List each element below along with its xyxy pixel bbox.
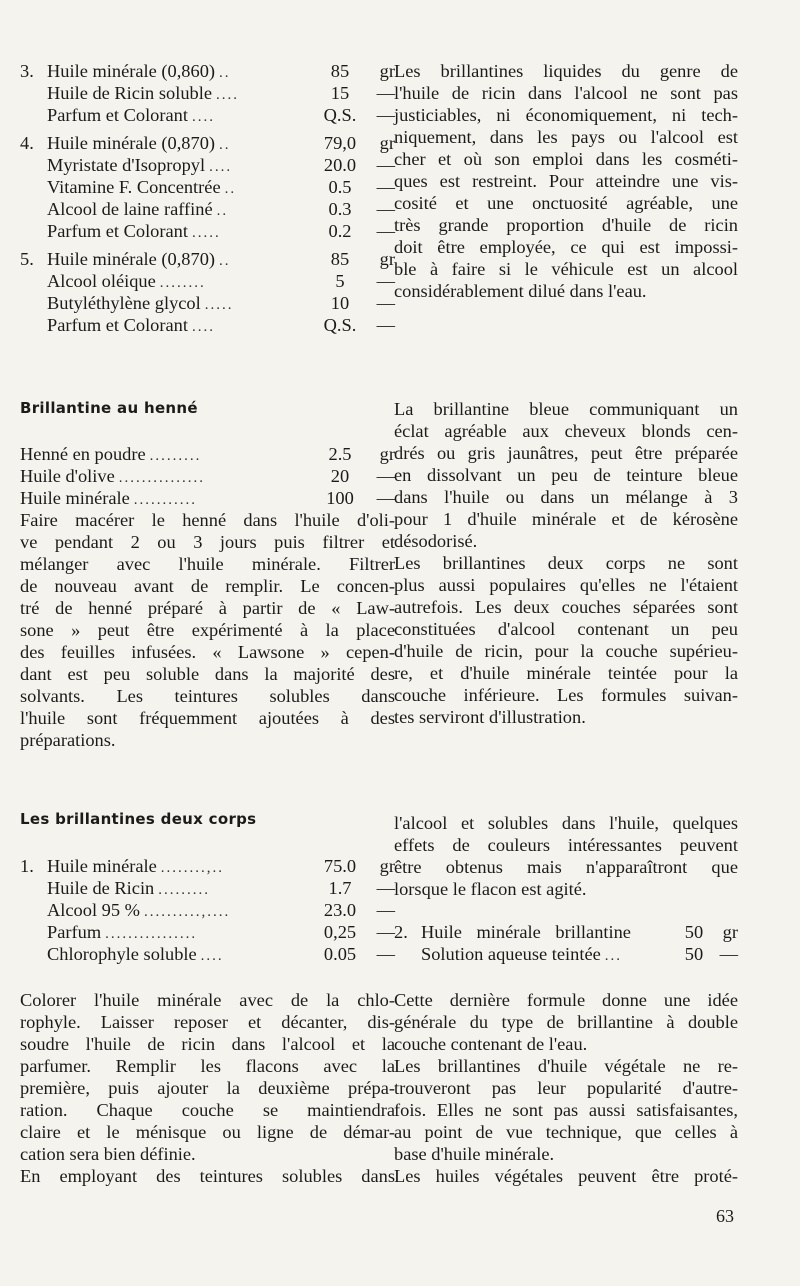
formula-line: [20, 154, 395, 178]
ingredient-name: Huile minérale brillantine: [421, 922, 631, 942]
section-heading: Les brillantines deux corps: [20, 810, 257, 828]
ingredient-unit: gr: [379, 61, 395, 81]
dot-leader: ................: [105, 926, 198, 942]
ingredient-name: Vitamine F. Concentrée: [47, 177, 221, 197]
formula-line: [20, 270, 395, 294]
ingredient-unit: gr: [379, 856, 395, 876]
text-line: Les brillantines liquides du genre de: [394, 61, 738, 81]
ingredient-name: Parfum et Colorant: [47, 315, 188, 335]
text-line: pour 1 d'huile minérale et de kérosène: [394, 509, 738, 529]
text-line: rophyle. Laisser reposer et décanter, dis-: [20, 1012, 395, 1032]
text-line: de nouveau avant de remplir. Le concen-: [20, 576, 395, 596]
ingredient-name: Huile minérale (0,870): [47, 133, 216, 153]
ingredient-qty: Q.S.: [323, 315, 357, 335]
text-line: sone » peut être expérimenté à la place: [20, 620, 395, 640]
ingredient-unit: —: [376, 221, 395, 241]
ingredient-qty: 10: [330, 293, 350, 313]
text-line: Les brillantines d'huile végétale ne re-: [394, 1056, 738, 1076]
text-line: ve pendant 2 ou 3 jours puis filtrer et: [20, 532, 395, 552]
text-line: solvants. Les teintures solubles dans: [20, 686, 395, 706]
text-line: en dissolvant un peu de teinture bleue: [394, 465, 738, 485]
ingredient-unit: —: [376, 944, 395, 964]
formula-line: [394, 943, 738, 967]
dot-leader: .....: [204, 297, 234, 313]
formula-line: [20, 220, 395, 244]
formula-number: 4.: [20, 133, 34, 153]
ingredient-name: Huile d'olive: [20, 466, 115, 486]
formula-line: [20, 487, 395, 511]
formula-number: 5.: [20, 249, 34, 269]
text-line: constituées d'alcool contenant un peu: [394, 619, 738, 639]
ingredient-name: Henné en poudre: [20, 444, 146, 464]
dot-leader: ..: [219, 253, 231, 269]
text-line: mélanger avec l'huile minérale. Filtrer: [20, 554, 395, 574]
ingredient-qty: 1.7: [328, 878, 352, 898]
ingredient-unit: gr: [379, 249, 395, 269]
formula-line: [20, 104, 395, 128]
ingredient-unit: gr: [722, 922, 738, 942]
text-line: désodorisé.: [394, 531, 478, 551]
ingredient-name: Butyléthylène glycol: [47, 293, 201, 313]
ingredient-unit: —: [376, 199, 395, 219]
dot-leader: ..: [219, 65, 231, 81]
formula-line: [20, 292, 395, 316]
dot-leader: ........,..: [160, 860, 225, 876]
text-line: re, et d'huile minérale teintée pour la: [394, 663, 738, 683]
ingredient-unit: —: [376, 466, 395, 486]
formula-line: [20, 943, 395, 967]
text-line: être obtenus mais n'apparaîtront que: [394, 857, 738, 877]
text-line: Les brillantines deux corps ne sont: [394, 553, 738, 573]
dot-leader: ....: [191, 109, 215, 125]
text-line: cosité et une onctuosité agréable, une: [394, 193, 738, 213]
ingredient-name: Parfum et Colorant: [47, 105, 188, 125]
formula-line: [20, 314, 395, 338]
text-line: première, puis ajouter la deuxième prépa-: [20, 1078, 395, 1098]
text-line: justiciables, ni économiquement, ni tech-: [394, 105, 738, 125]
text-line: doit être employée, ce qui est impossi-: [394, 237, 738, 257]
ingredient-qty: 79,0: [323, 133, 357, 153]
page-number: 63: [716, 1206, 734, 1226]
formula-number: 3.: [20, 61, 34, 81]
text-line: soudre l'huile de ricin dans l'alcool et la: [20, 1034, 395, 1054]
ingredient-qty: 20.0: [323, 155, 357, 175]
ingredient-name: Alcool 95 %: [47, 900, 140, 920]
ingredient-qty: 0.5: [328, 177, 352, 197]
ingredient-qty: 2.5: [328, 444, 352, 464]
formula-line: [20, 60, 395, 84]
text-line: En employant des teintures solubles dans: [20, 1166, 395, 1186]
ingredient-name: Chlorophyle soluble: [47, 944, 197, 964]
formula-line: [20, 443, 395, 467]
dot-leader: ..: [216, 203, 229, 219]
ingredient-name: Huile minérale: [47, 856, 157, 876]
text-line: l'huile sont fréquemment ajoutées à des: [20, 708, 395, 728]
ingredient-name: Parfum et Colorant: [47, 221, 188, 241]
text-line: niquement, dans les pays ou l'alcool est: [394, 127, 738, 147]
text-line: parfumer. Remplir les flacons avec la: [20, 1056, 395, 1076]
text-line: cation sera bien définie.: [20, 1144, 196, 1164]
ingredient-qty: 100: [326, 488, 354, 508]
dot-leader: .....: [191, 225, 221, 241]
formula-line: [20, 132, 395, 156]
ingredient-name: Huile minérale (0,870): [47, 249, 216, 269]
ingredient-name: Parfum: [47, 922, 102, 942]
text-line: La brillantine bleue communiquant un: [394, 399, 738, 419]
ingredient-unit: gr: [379, 133, 395, 153]
dot-leader: .........: [149, 448, 202, 464]
text-line: des feuilles infusées. « Lawsone » cepen-: [20, 642, 395, 662]
ingredient-name: Alcool de laine raffiné: [47, 199, 213, 219]
text-line: lorsque le flacon est agité.: [394, 879, 587, 899]
ingredient-qty: 23.0: [323, 900, 357, 920]
text-line: effets de couleurs intéressantes peuvent: [394, 835, 738, 855]
text-line: cher et où son emploi dans les cosméti-: [394, 149, 738, 169]
formula-line: [20, 899, 395, 923]
text-line: couche contenant de l'eau.: [394, 1034, 588, 1054]
text-line: autrefois. Les deux couches séparées sont: [394, 597, 738, 617]
ingredient-unit: —: [376, 878, 395, 898]
text-line: Cette dernière formule donne une idée: [394, 990, 738, 1010]
ingredient-unit: —: [719, 944, 738, 964]
ingredient-qty: 0,25: [323, 922, 357, 942]
dot-leader: ..........,....: [143, 904, 231, 920]
text-line: d'huile de ricin, pour la couche supérieu-: [394, 641, 738, 661]
ingredient-name: Alcool oléique: [47, 271, 156, 291]
formula-line: [20, 465, 395, 489]
text-line: au point de vue technique, que celles à: [394, 1122, 738, 1142]
text-line: base d'huile minérale.: [394, 1144, 555, 1164]
text-line: plus aussi populaires qu'elles ne l'étaient: [394, 575, 738, 595]
ingredient-name: Huile minérale: [20, 488, 130, 508]
ingredient-name: Huile de Ricin: [47, 878, 155, 898]
formula-line: [394, 921, 738, 943]
ingredient-qty: 5: [335, 271, 345, 291]
text-line: éclat agréable aux cheveux blonds cen-: [394, 421, 738, 441]
text-line: très grande proportion d'huile de ricin: [394, 215, 738, 235]
ingredient-unit: —: [376, 271, 395, 291]
formula-number: 1.: [20, 856, 34, 876]
dot-leader: ...: [604, 948, 623, 964]
dot-leader: ....: [191, 319, 215, 335]
formula-line: [20, 198, 395, 222]
formula-number: 2.: [394, 922, 408, 942]
text-line: Faire macérer le henné dans l'huile d'oli-: [20, 510, 395, 530]
text-line: préparations.: [20, 730, 116, 750]
ingredient-name: Solution aqueuse teintée: [421, 944, 601, 964]
ingredient-unit: —: [376, 922, 395, 942]
text-line: tes serviront d'illustration.: [394, 707, 586, 727]
text-line: dant est peu soluble dans la majorité des: [20, 664, 395, 684]
ingredient-name: Myristate d'Isopropyl: [47, 155, 206, 175]
text-line: l'alcool et solubles dans l'huile, quelques: [394, 813, 738, 833]
text-line: ration. Chaque couche se maintiendra: [20, 1100, 395, 1120]
formula-line: [20, 82, 395, 106]
ingredient-unit: —: [376, 900, 395, 920]
text-line: tré de henné préparé à partir de « Law-: [20, 598, 395, 618]
dot-leader: ..: [224, 181, 237, 197]
ingredient-qty: 85: [330, 61, 350, 81]
dot-leader: ....: [200, 948, 224, 964]
ingredient-unit: —: [376, 83, 395, 103]
text-line: Colorer l'huile minérale avec de la chlo-: [20, 990, 395, 1010]
text-line: couche inférieure. Les formules suivan-: [394, 685, 738, 705]
dot-leader: ...........: [133, 492, 198, 508]
text-line: ble à faire si le véhicule est un alcool: [394, 259, 738, 279]
dot-leader: ....: [215, 87, 239, 103]
ingredient-unit: —: [376, 293, 395, 313]
ingredient-name: Huile minérale (0,860): [47, 61, 216, 81]
formula-line: [20, 248, 395, 272]
section-heading: Brillantine au henné: [20, 399, 198, 417]
text-line: l'huile de ricin dans l'alcool ne sont pas: [394, 83, 738, 103]
ingredient-qty: 0.3: [328, 199, 352, 219]
dot-leader: .........: [158, 882, 211, 898]
ingredient-qty: 20: [330, 466, 350, 486]
text-line: claire et le ménisque ou ligne de démar-: [20, 1122, 395, 1142]
ingredient-qty: 0.2: [328, 221, 352, 241]
text-line: Les huiles végétales peuvent être proté-: [394, 1166, 738, 1186]
text-line: ques est restreint. Pour atteindre une vis-: [394, 171, 738, 191]
text-line: considérablement dilué dans l'eau.: [394, 281, 647, 301]
ingredient-unit: —: [376, 488, 395, 508]
text-line: générale du type de brillantine à double: [394, 1012, 738, 1032]
formula-line: [20, 877, 395, 901]
ingredient-qty: 50: [684, 944, 704, 964]
ingredient-qty: 50: [684, 922, 704, 942]
formula-line: [20, 921, 395, 945]
text-line: drés ou gris jaunâtres, peut être préparée: [394, 443, 738, 463]
dot-leader: ........: [159, 275, 206, 291]
ingredient-unit: —: [376, 177, 395, 197]
ingredient-unit: —: [376, 315, 395, 335]
ingredient-qty: 15: [330, 83, 350, 103]
ingredient-qty: 0.05: [323, 944, 357, 964]
ingredient-qty: 85: [330, 249, 350, 269]
ingredient-qty: Q.S.: [323, 105, 357, 125]
formula-line: [20, 176, 395, 200]
text-line: dans l'huile ou dans un mélange à 3: [394, 487, 738, 507]
ingredient-unit: gr: [379, 444, 395, 464]
ingredient-qty: 75.0: [323, 856, 357, 876]
dot-leader: ..: [219, 137, 231, 153]
ingredient-unit: —: [376, 105, 395, 125]
formula-line: [20, 855, 395, 879]
dot-leader: ....: [209, 159, 233, 175]
ingredient-unit: —: [376, 155, 395, 175]
dot-leader: ...............: [118, 470, 205, 486]
text-line: trouveront pas leur popularité d'autre-: [394, 1078, 738, 1098]
ingredient-name: Huile de Ricin soluble: [47, 83, 212, 103]
text-line: fois. Elles ne sont pas aussi satisfaisantes,: [394, 1100, 738, 1120]
